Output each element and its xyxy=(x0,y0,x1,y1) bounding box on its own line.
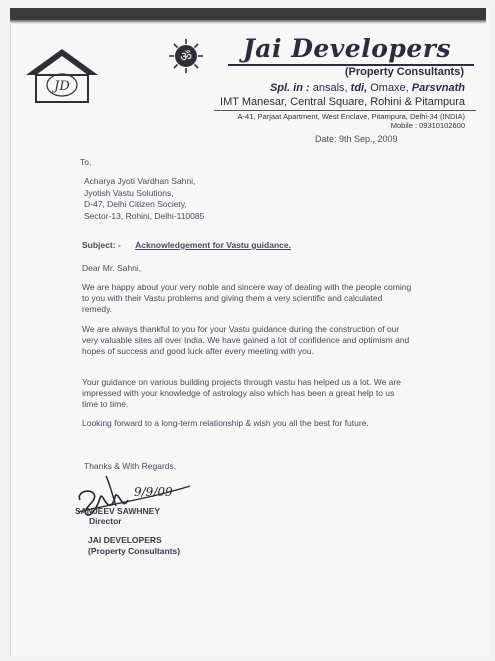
header-rule xyxy=(214,110,476,111)
signer-title: Director xyxy=(89,516,122,526)
subject-label: Subject: - xyxy=(82,240,121,250)
specialist-ansals: ansals, xyxy=(312,82,348,94)
recipient-name: Acharya Jyoti Vardhan Sahni, xyxy=(84,176,196,186)
recipient-address-1: D-47, Delhi Citizen Society, xyxy=(84,199,187,209)
office-locations: IMT Manesar, Central Square, Rohini & Pitampura xyxy=(220,96,465,108)
scan-top-bar xyxy=(10,8,486,20)
specialist-parsvnath: Parsvnath xyxy=(411,82,465,94)
scan-top-shadow xyxy=(10,20,486,24)
specialist-prefix: Spl. in : xyxy=(269,82,310,94)
company-name: Jai Developers xyxy=(242,34,452,63)
company-signoff xyxy=(88,535,180,557)
specialist-tdi: tdi, xyxy=(350,82,368,94)
paragraph-1: We are happy about your very noble and sincere way of dealing with the people coming to you with their Vastu problems and giving them a very scientific and calculated remedy. xyxy=(82,282,412,314)
mobile-number: Mobile : 09310102600 xyxy=(390,121,465,130)
logo-monogram: JD xyxy=(54,79,70,94)
company-tagline: (Property Consultants) xyxy=(344,66,464,78)
paragraph-3: Your guidance on various building projects through vastu has helped us a lot. We are impressed with your knowledge of astrology also which has been a great help to us time to time. xyxy=(82,377,401,409)
letter-date: Date: 9th Sep., 2009 xyxy=(315,134,398,144)
paragraph-4: Looking forward to a long-term relationship & wish you all the best for future. xyxy=(82,418,369,428)
to-label: To, xyxy=(80,157,92,167)
company-logo xyxy=(24,47,100,103)
signature-date: 9/9/09 xyxy=(134,485,173,499)
recipient-address-2: Sector-13, Rohini, Delhi-110085 xyxy=(84,210,205,221)
company-signoff-tagline: (Property Consultants) xyxy=(88,546,181,556)
address-line: A-41, Parjaat Apartment, West Enclave, Pitampura, Delhi-34 (INDIA) xyxy=(237,112,465,121)
recipient-block xyxy=(84,176,204,222)
recipient-org: Jyotish Vastu Solutions, xyxy=(84,187,174,198)
subject-text: Acknowledgement for Vastu guidance. xyxy=(135,240,291,250)
paragraph-2: We are always thankful to you for your Vastu guidance during the construction of our very valuable sites all over India. We have gained a lot of confidence and optimism and hopes of success and good luck after every meeting with you. xyxy=(82,324,410,356)
om-glyph: ॐ xyxy=(180,50,192,65)
specialist-line xyxy=(270,82,465,94)
om-emblem xyxy=(168,38,204,74)
salutation: Dear Mr. Sahni, xyxy=(82,263,142,273)
specialist-omaxe: Omaxe, xyxy=(370,82,409,94)
closing-line: Thanks & With Regards, xyxy=(84,461,177,471)
office-address xyxy=(238,112,465,130)
signer-name: SANJEEV SAWHNEY xyxy=(75,506,161,516)
subject-line xyxy=(82,240,291,250)
company-signoff-name: JAI DEVELOPERS xyxy=(88,535,162,545)
